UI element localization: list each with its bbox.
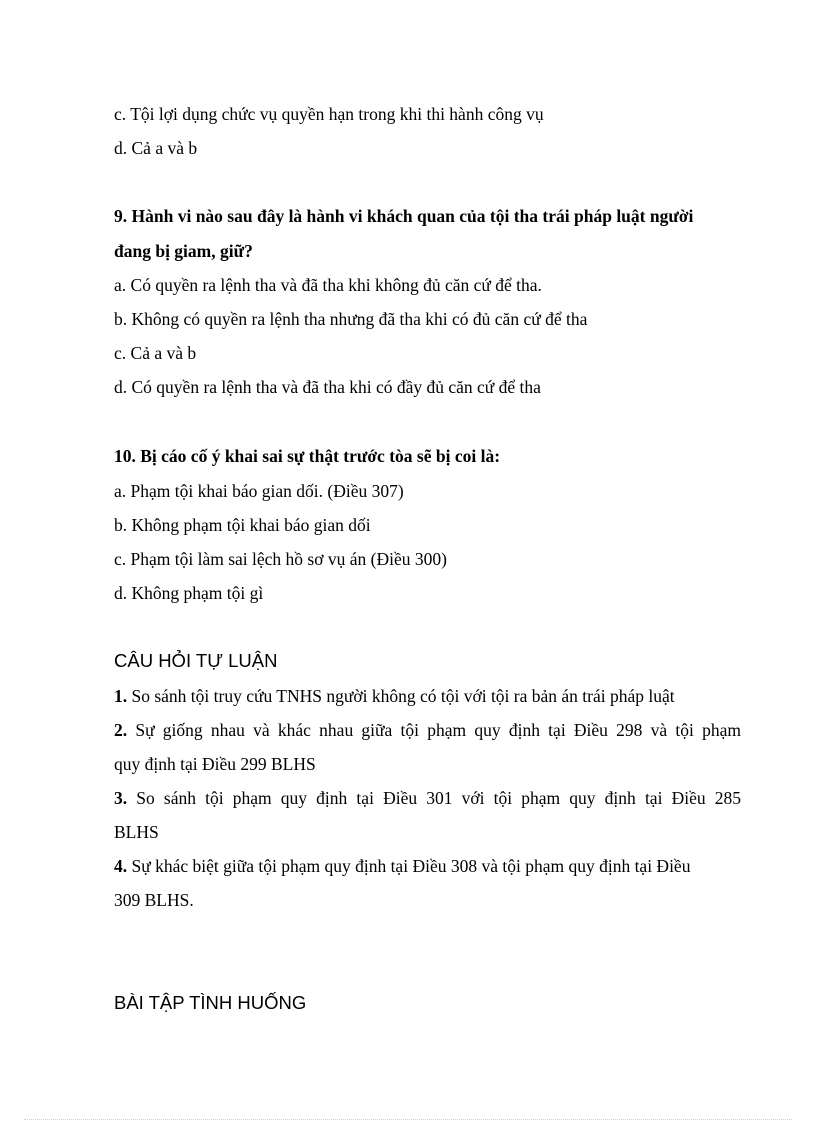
essay-item-2-line2: quy định tại Điều 299 BLHS bbox=[114, 754, 316, 774]
q10-option-a: a. Phạm tội khai báo gian dối. (Điều 307) bbox=[114, 481, 404, 501]
essay-item-number: 2. bbox=[114, 720, 128, 740]
case-study-heading: BÀI TẬP TÌNH HUỐNG bbox=[114, 992, 307, 1013]
essay-item-2-line1 bbox=[114, 719, 741, 741]
q9-option-c: c. Cả a và b bbox=[114, 343, 197, 363]
q8-option-d: d. Cả a và b bbox=[114, 138, 198, 158]
essay-item-number: 3. bbox=[114, 788, 128, 808]
essay-item-number: 4. bbox=[114, 856, 128, 876]
q9-option-b: b. Không có quyền ra lệnh tha nhưng đã tha khi có đủ căn cứ để tha bbox=[114, 309, 588, 329]
essay-item-text: So sánh tội truy cứu TNHS người không có tội với tội ra bản án trái pháp luật bbox=[131, 686, 675, 706]
q10-option-d: d. Không phạm tội gì bbox=[114, 583, 264, 603]
q9-question-line2: đang bị giam, giữ? bbox=[114, 241, 253, 261]
q9-question-line1: 9. Hành vi nào sau đây là hành vi khách quan của tội tha trái pháp luật người bbox=[114, 206, 694, 226]
q10-question: 10. Bị cáo cố ý khai sai sự thật trước tòa sẽ bị coi là: bbox=[114, 446, 501, 466]
q9-option-a: a. Có quyền ra lệnh tha và đã tha khi không đủ căn cứ để tha. bbox=[114, 275, 542, 295]
q10-option-c: c. Phạm tội làm sai lệch hồ sơ vụ án (Điều 300) bbox=[114, 549, 447, 569]
q8-option-c: c. Tội lợi dụng chức vụ quyền hạn trong khi thi hành công vụ bbox=[114, 104, 544, 124]
essay-item-4-line1 bbox=[114, 855, 690, 877]
essay-item-text: Sự giống nhau và khác nhau giữa tội phạm quy định tại Điều 298 và tội phạm bbox=[135, 720, 741, 740]
essay-item-3-line2: BLHS bbox=[114, 822, 159, 842]
page-bottom-border bbox=[24, 1119, 792, 1120]
essay-item-number: 1. bbox=[114, 686, 128, 706]
essay-item-text: So sánh tội phạm quy định tại Điều 301 với tội phạm quy định tại Điều 285 bbox=[136, 788, 741, 808]
essay-item-text: Sự khác biệt giữa tội phạm quy định tại Điều 308 và tội phạm quy định tại Điều bbox=[131, 856, 691, 876]
essay-item-3-line1 bbox=[114, 787, 741, 809]
q9-option-d: d. Có quyền ra lệnh tha và đã tha khi có đầy đủ căn cứ để tha bbox=[114, 377, 541, 397]
essay-item-1 bbox=[114, 685, 675, 707]
essay-heading: CÂU HỎI TỰ LUẬN bbox=[114, 650, 278, 671]
essay-item-4-line2: 309 BLHS. bbox=[114, 890, 194, 910]
q10-option-b: b. Không phạm tội khai báo gian dối bbox=[114, 515, 371, 535]
